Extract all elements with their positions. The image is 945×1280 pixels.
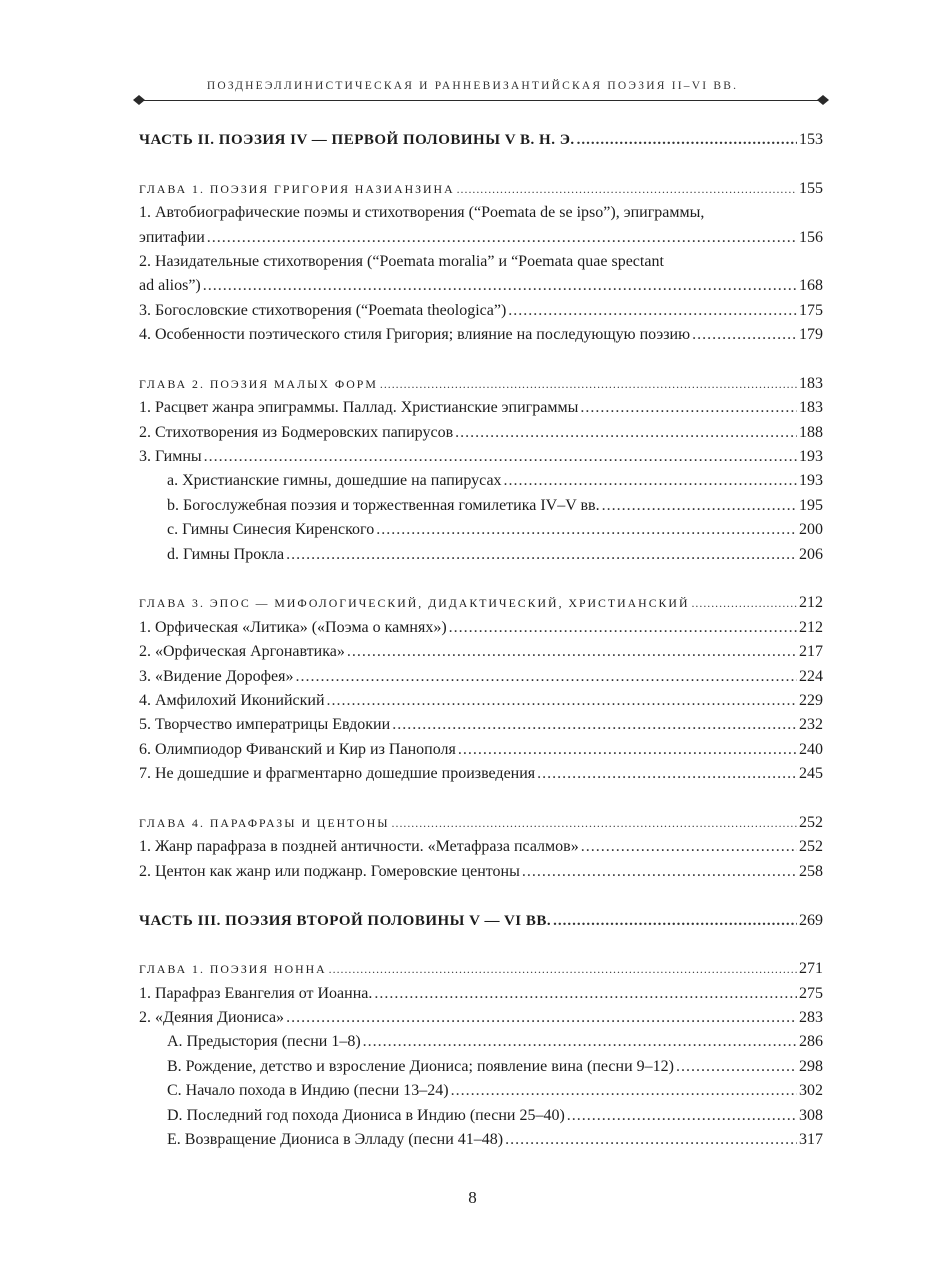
toc-entry-first-line[interactable] bbox=[139, 201, 823, 225]
toc-entry[interactable] bbox=[139, 713, 823, 737]
toc-entry-page: 183 bbox=[799, 399, 823, 417]
toc-entry-title: A. Предыстория (песни 1–8) bbox=[167, 1033, 361, 1051]
toc-entry-title: ГЛАВА 1. ПОЭЗИЯ ГРИГОРИЯ НАЗИАНЗИНА bbox=[139, 181, 455, 196]
toc-entry-page: 317 bbox=[799, 1131, 823, 1149]
page-number: 8 bbox=[468, 1188, 477, 1207]
toc-subentry[interactable] bbox=[139, 1079, 823, 1103]
leader-dots bbox=[286, 1006, 797, 1030]
toc-entry-page: 168 bbox=[799, 277, 823, 295]
toc-entry-page: 155 bbox=[799, 179, 823, 197]
toc-entry-title: 6. Олимпиодор Фиванский и Кир из Панополя bbox=[139, 740, 456, 758]
toc-part-entry[interactable] bbox=[139, 909, 823, 933]
toc-entry-title: 7. Не дошедшие и фрагментарно дошедшие произведения bbox=[139, 765, 536, 783]
toc-entry-page: 252 bbox=[799, 813, 823, 831]
toc-entry[interactable] bbox=[139, 665, 823, 689]
toc-entry[interactable] bbox=[139, 323, 823, 347]
leader-dots bbox=[504, 469, 797, 493]
toc-entry-title: 4. Амфилохий Иконийский bbox=[139, 691, 325, 709]
leader-dots bbox=[327, 689, 797, 713]
toc-entry-page: 195 bbox=[799, 496, 823, 514]
toc-entry[interactable] bbox=[139, 762, 823, 786]
toc-entry-title: 2. «Орфическая Аргонавтика» bbox=[139, 643, 345, 661]
toc-entry-title: 1. Расцвет жанра эпиграммы. Паллад. Христианские эпиграммы bbox=[139, 399, 579, 417]
toc-chapter-entry[interactable] bbox=[139, 177, 823, 201]
toc-entry[interactable] bbox=[139, 396, 823, 420]
toc-entry-page: 269 bbox=[799, 911, 823, 929]
toc-entry-page: 206 bbox=[799, 545, 823, 563]
toc-entry-page: 212 bbox=[799, 594, 823, 612]
toc-entry-page: 240 bbox=[799, 740, 823, 758]
toc-entry-page: 179 bbox=[799, 326, 823, 344]
leader-dots bbox=[363, 1030, 797, 1054]
leader-dots bbox=[580, 396, 797, 420]
toc-entry[interactable] bbox=[139, 738, 823, 762]
spacer bbox=[139, 348, 823, 372]
toc-entry[interactable] bbox=[139, 616, 823, 640]
leader-dots bbox=[374, 982, 797, 1006]
toc-entry-title: 3. Гимны bbox=[139, 448, 202, 466]
toc-chapter-entry[interactable] bbox=[139, 811, 823, 835]
toc-subentry[interactable] bbox=[139, 518, 823, 542]
leader-dots bbox=[692, 323, 797, 347]
leader-dots bbox=[207, 226, 797, 250]
toc-entry-title: ЧАСТЬ III. ПОЭЗИЯ ВТОРОЙ ПОЛОВИНЫ V — VI ВВ. bbox=[139, 912, 552, 929]
toc-entry[interactable] bbox=[139, 445, 823, 469]
spacer bbox=[139, 884, 823, 908]
leader-dots bbox=[347, 640, 797, 664]
leader-dots bbox=[602, 494, 797, 518]
toc-entry-page: 156 bbox=[799, 228, 823, 246]
leader-dots bbox=[286, 543, 797, 567]
spacer bbox=[139, 567, 823, 591]
toc-entry-page: 153 bbox=[799, 131, 823, 148]
leader-dots bbox=[392, 811, 797, 835]
toc-entry-title: d. Гимны Прокла bbox=[167, 545, 285, 563]
leader-dots bbox=[505, 1128, 797, 1152]
toc-entry-page: 188 bbox=[799, 423, 823, 441]
toc-entry-title: C. Начало похода в Индию (песни 13–24) bbox=[167, 1082, 449, 1100]
toc-subentry[interactable] bbox=[139, 469, 823, 493]
toc-subentry[interactable] bbox=[139, 1128, 823, 1152]
leader-dots bbox=[567, 1104, 797, 1128]
toc-chapter-entry[interactable] bbox=[139, 591, 823, 615]
toc-entry[interactable] bbox=[139, 982, 823, 1006]
toc-entry-title: ГЛАВА 1. ПОЭЗИЯ НОННА bbox=[139, 962, 327, 977]
toc-entry-page: 298 bbox=[799, 1057, 823, 1075]
leader-dots bbox=[458, 738, 797, 762]
toc-entry-page: 217 bbox=[799, 643, 823, 661]
toc-entry-page: 193 bbox=[799, 472, 823, 490]
toc-subentry[interactable] bbox=[139, 1055, 823, 1079]
leader-dots bbox=[392, 713, 797, 737]
toc-entry-page: 245 bbox=[799, 765, 823, 783]
toc-subentry[interactable] bbox=[139, 543, 823, 567]
toc-chapter-entry[interactable] bbox=[139, 372, 823, 396]
toc-entry-page: 212 bbox=[799, 618, 823, 636]
toc-part-entry[interactable] bbox=[139, 128, 823, 152]
toc-entry-title: эпитафии bbox=[139, 228, 205, 246]
toc-entry-title: B. Рождение, детство и взросление Диониса; появление вина (песни 9–12) bbox=[167, 1057, 674, 1075]
toc-entry-title: 3. Богословские стихотворения (“Poemata theologica”) bbox=[139, 301, 507, 319]
toc-entry-page: 200 bbox=[799, 521, 823, 539]
toc-entry[interactable] bbox=[139, 299, 823, 323]
toc-entry[interactable] bbox=[139, 1006, 823, 1030]
leader-dots bbox=[691, 591, 797, 615]
toc-entry-title: 1. Жанр парафраза в поздней античности. «Метафраза псалмов» bbox=[139, 838, 579, 856]
toc-entry[interactable] bbox=[139, 835, 823, 859]
toc-entry-page: 308 bbox=[799, 1106, 823, 1124]
toc-entry-first-line[interactable] bbox=[139, 250, 823, 274]
leader-dots bbox=[295, 665, 797, 689]
toc-entry-title: b. Богослужебная поэзия и торжественная гомилетика IV–V вв. bbox=[167, 496, 600, 514]
toc-entry-page: 271 bbox=[799, 960, 823, 978]
toc-entry-title: 2. Назидательные стихотворения (“Poemata moralia” и “Poemata quae spectant bbox=[139, 252, 664, 270]
toc-entry-title: 1. Парафраз Евангелия от Иоанна. bbox=[139, 984, 373, 1002]
running-header: ПОЗДНЕЭЛЛИНИСТИЧЕСКАЯ И РАННЕВИЗАНТИЙСКАЯ ПОЭЗИЯ II–VI ВВ. bbox=[206, 80, 739, 92]
header-rule bbox=[139, 100, 823, 101]
toc-entry-page: 175 bbox=[799, 301, 823, 319]
toc-entry-title: a. Христианские гимны, дошедшие на папирусах bbox=[167, 472, 502, 490]
leader-dots bbox=[537, 762, 797, 786]
toc-entry-title: E. Возвращение Диониса в Элладу (песни 41–48) bbox=[167, 1131, 504, 1149]
toc-entry-page: 252 bbox=[799, 838, 823, 856]
toc-entry-title: ГЛАВА 3. ЭПОС — МИФОЛОГИЧЕСКИЙ, ДИДАКТИЧЕСКИЙ, ХРИСТИАНСКИЙ bbox=[139, 596, 690, 611]
toc-entry-page: 229 bbox=[799, 691, 823, 709]
spacer bbox=[139, 933, 823, 957]
toc-entry-page: 283 bbox=[799, 1009, 823, 1027]
leader-dots bbox=[581, 835, 797, 859]
toc-entry[interactable] bbox=[139, 226, 823, 250]
spacer bbox=[139, 152, 823, 176]
toc-entry-title: 2. Центон как жанр или поджанр. Гомеровские центоны bbox=[139, 862, 520, 880]
toc-entry-title: ad alios”) bbox=[139, 277, 201, 295]
toc-chapter-entry[interactable] bbox=[139, 957, 823, 981]
leader-dots bbox=[203, 274, 797, 298]
toc-entry-page: 193 bbox=[799, 448, 823, 466]
leader-dots bbox=[455, 421, 797, 445]
toc-entry-title: 2. «Деяния Диониса» bbox=[139, 1009, 285, 1027]
toc-entry[interactable] bbox=[139, 640, 823, 664]
toc-entry-title: ГЛАВА 2. ПОЭЗИЯ МАЛЫХ ФОРМ bbox=[139, 376, 378, 391]
leader-dots bbox=[204, 445, 797, 469]
toc-entry[interactable] bbox=[139, 860, 823, 884]
leader-dots bbox=[508, 299, 797, 323]
toc-entry-title: 3. «Видение Дорофея» bbox=[139, 667, 294, 685]
toc-entry[interactable] bbox=[139, 274, 823, 298]
toc-subentry[interactable] bbox=[139, 1104, 823, 1128]
toc-entry-title: 1. Орфическая «Литика» («Поэма о камнях») bbox=[139, 618, 447, 636]
left-ornament-icon bbox=[132, 94, 146, 106]
leader-dots bbox=[577, 128, 797, 152]
toc-entry[interactable] bbox=[139, 421, 823, 445]
toc-entry-page: 224 bbox=[799, 667, 823, 685]
toc-entry-title: ЧАСТЬ II. ПОЭЗИЯ IV — ПЕРВОЙ ПОЛОВИНЫ V В. Н. Э. bbox=[139, 132, 575, 148]
toc-entry-page: 302 bbox=[799, 1082, 823, 1100]
leader-dots bbox=[451, 1079, 797, 1103]
toc-subentry[interactable] bbox=[139, 494, 823, 518]
toc-entry-page: 258 bbox=[799, 862, 823, 880]
leader-dots bbox=[449, 616, 797, 640]
toc-entry[interactable] bbox=[139, 689, 823, 713]
leader-dots bbox=[329, 957, 797, 981]
spacer bbox=[139, 787, 823, 811]
toc-entry-title: c. Гимны Синесия Киренского bbox=[167, 521, 375, 539]
leader-dots bbox=[376, 518, 797, 542]
toc-entry-title: 4. Особенности поэтического стиля Григория; влияние на последующую поэзию bbox=[139, 326, 691, 344]
leader-dots bbox=[457, 177, 797, 201]
leader-dots bbox=[380, 372, 797, 396]
toc-entry-page: 286 bbox=[799, 1033, 823, 1051]
leader-dots bbox=[522, 860, 797, 884]
toc-subentry[interactable] bbox=[139, 1030, 823, 1054]
toc-entry-page: 183 bbox=[799, 374, 823, 392]
toc-entry-title: 1. Автобиографические поэмы и стихотворения (“Poemata de se ipso”), эпиграммы, bbox=[139, 204, 705, 222]
toc-entry-page: 232 bbox=[799, 716, 823, 734]
toc-entry-title: ГЛАВА 4. ПАРАФРАЗЫ И ЦЕНТОНЫ bbox=[139, 815, 390, 830]
toc-entry-page: 275 bbox=[799, 984, 823, 1002]
table-of-contents bbox=[139, 128, 823, 1152]
toc-entry-title: D. Последний год похода Диониса в Индию (песни 25–40) bbox=[167, 1106, 565, 1124]
right-ornament-icon bbox=[816, 94, 830, 106]
toc-entry-title: 2. Стихотворения из Бодмеровских папирусов bbox=[139, 423, 454, 441]
leader-dots bbox=[676, 1055, 797, 1079]
toc-entry-title: 5. Творчество императрицы Евдокии bbox=[139, 716, 391, 734]
leader-dots bbox=[553, 909, 797, 933]
